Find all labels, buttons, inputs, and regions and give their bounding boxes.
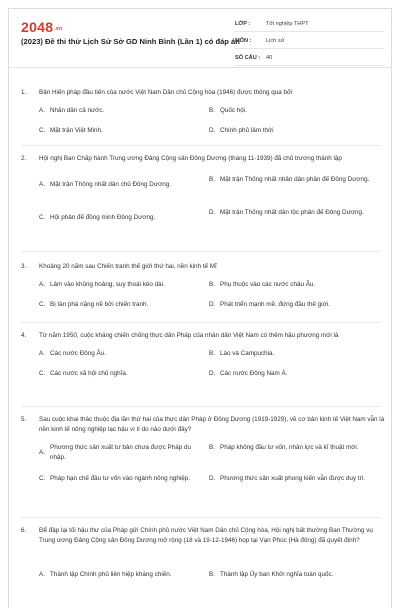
question-3 bbox=[21, 262, 385, 320]
option-b[interactable] bbox=[209, 570, 377, 580]
exam-page bbox=[8, 8, 392, 608]
option-letter: D. bbox=[209, 370, 216, 377]
option-text: Phụ thuộc vào các nước châu Âu. bbox=[220, 281, 316, 288]
option-c[interactable] bbox=[39, 126, 207, 136]
option-text: Thành lập Chính phủ liên hiệp kháng chiến. bbox=[50, 571, 172, 578]
option-letter: B. bbox=[209, 176, 215, 183]
meta-value: 40 bbox=[266, 55, 273, 61]
option-text: Mặt trận Thống nhất dân tộc phản đế Đông Dương. bbox=[220, 209, 364, 216]
question-text: Từ năm 1950, cuộc kháng chiến chống thực dân Pháp của nhân dân Việt Nam có thêm hậu phương mới là bbox=[39, 332, 339, 339]
meta-label: LỚP : bbox=[235, 21, 251, 27]
logo-tld: .vn bbox=[54, 26, 63, 32]
option-letter: A. bbox=[39, 181, 45, 188]
option-letter: D. bbox=[209, 209, 216, 216]
option-text: Hội phản đế đồng minh Đông Dương. bbox=[50, 214, 156, 221]
option-text: Phát triển mạnh mẽ, đứng đầu thế giới. bbox=[220, 301, 330, 308]
option-text: Lâm vào khủng hoảng, suy thoái kéo dài. bbox=[50, 281, 165, 288]
question-text: Sau cuộc khai thác thuộc địa lần thứ hai của thực dân Pháp ở Đông Dương (1919-1929), về cơ bản kinh tế Việt Nam vẫn là nền kinh tế nông nghiệp lạc hậu vì lí do nào dưới đây? bbox=[39, 416, 385, 433]
page-header bbox=[9, 9, 391, 68]
question-text: Khoảng 20 năm sau Chiến tranh thế giới thứ hai, nền kinh tế Mĩ bbox=[39, 263, 217, 270]
option-letter: B. bbox=[209, 281, 215, 288]
option-b[interactable] bbox=[209, 106, 377, 116]
site-logo[interactable] bbox=[21, 19, 62, 35]
option-d[interactable] bbox=[209, 474, 377, 484]
option-text: Pháp hạn chế đầu tư vốn vào ngành nông nghiệp. bbox=[50, 475, 191, 482]
question-divider bbox=[21, 322, 381, 323]
option-letter: D. bbox=[209, 301, 216, 308]
question-divider bbox=[21, 145, 381, 146]
meta-value: Lịch sử bbox=[266, 38, 285, 44]
option-letter: A. bbox=[39, 571, 45, 578]
question-1 bbox=[21, 88, 385, 146]
option-d[interactable] bbox=[209, 126, 377, 136]
logo-text: 2048 bbox=[21, 19, 54, 35]
option-letter: C. bbox=[39, 370, 46, 377]
option-text: Phương thức sản xuất tư bản chưa được Pháp du nhập. bbox=[50, 444, 192, 461]
option-letter: D. bbox=[209, 475, 216, 482]
option-c[interactable] bbox=[39, 474, 207, 484]
meta-row-count bbox=[235, 51, 385, 66]
page-title: (2023) Đề thi thử Lịch Sử Sở GD Ninh Bình (Lần 1) có đáp án bbox=[21, 37, 240, 46]
question-number: 3. bbox=[21, 263, 27, 270]
options bbox=[39, 106, 385, 146]
option-letter: C. bbox=[39, 301, 46, 308]
question-text: Để đập lại tối hậu thư của Pháp gửi Chính phủ nước Việt Nam Dân chủ Cộng hòa, Hội nghị bất thường Ban Thường vụ Trung ương Đảng Cộng sản Đông Dương mở rộng (18 và 19-12-1946) họp tại Vạn Phúc (Hà đông) đã quyết định? bbox=[39, 527, 373, 544]
option-b[interactable] bbox=[209, 175, 377, 185]
meta-row-subject bbox=[235, 34, 385, 49]
meta-value: Tốt nghiệp THPT bbox=[266, 21, 309, 27]
option-text: Các nước Đông Nam Á. bbox=[220, 370, 288, 377]
options bbox=[39, 280, 385, 320]
option-b[interactable] bbox=[209, 349, 377, 359]
option-a[interactable] bbox=[39, 180, 207, 190]
option-text: Phương thức sản xuất phong kiến vẫn được duy trì. bbox=[220, 475, 366, 482]
option-text: Lào và Campuchia. bbox=[220, 350, 275, 357]
question-2 bbox=[21, 154, 385, 232]
option-text: Mặt trận Thống nhất dân chủ Đông Dương. bbox=[50, 181, 171, 188]
options bbox=[39, 443, 385, 505]
option-text: Nhân dân cả nước. bbox=[50, 107, 105, 114]
option-letter: B. bbox=[209, 444, 215, 451]
option-text: Mặt trận Thống nhất nhân dân phản đế Đông Dương. bbox=[220, 176, 370, 183]
option-a[interactable] bbox=[39, 570, 207, 580]
option-letter: C. bbox=[39, 127, 46, 134]
options bbox=[39, 349, 385, 389]
question-number: 4. bbox=[21, 332, 27, 339]
meta-row-class bbox=[235, 17, 385, 32]
option-text: Các nước xã hội chủ nghĩa. bbox=[50, 370, 128, 377]
question-divider bbox=[21, 517, 381, 518]
option-c[interactable] bbox=[39, 369, 207, 379]
question-number: 5. bbox=[21, 416, 27, 423]
question-number: 1. bbox=[21, 89, 27, 96]
option-a[interactable] bbox=[39, 106, 207, 116]
option-text: Các nước Đông Âu. bbox=[50, 350, 106, 357]
option-d[interactable] bbox=[209, 208, 377, 218]
option-letter: B. bbox=[209, 571, 215, 578]
question-number: 6. bbox=[21, 527, 27, 534]
option-letter: B. bbox=[209, 107, 215, 114]
question-text: Bản Hiến pháp đầu tiên của nước Việt Nam Dân chủ Cộng hòa (1946) được thông qua bởi bbox=[39, 89, 293, 96]
meta-label: SỐ CÂU : bbox=[235, 55, 261, 61]
option-letter: A. bbox=[39, 107, 45, 114]
option-text: Pháp không đầu tư vốn, nhân lực và kĩ thuật mới. bbox=[220, 444, 359, 451]
option-text: Bị tàn phá nặng nề bởi chiến tranh. bbox=[50, 301, 149, 308]
question-6 bbox=[21, 526, 385, 590]
option-text: Thành lập Ủy ban Khởi nghĩa toàn quốc. bbox=[220, 571, 334, 578]
option-c[interactable] bbox=[39, 300, 207, 310]
option-text: Chính phủ lâm thời bbox=[220, 127, 274, 134]
option-letter: B. bbox=[209, 350, 215, 357]
question-5 bbox=[21, 415, 385, 505]
meta-label: MÔN : bbox=[235, 38, 252, 44]
option-b[interactable] bbox=[209, 443, 377, 453]
option-a[interactable] bbox=[39, 443, 207, 462]
question-divider bbox=[21, 406, 381, 407]
option-letter: C. bbox=[39, 214, 46, 221]
options bbox=[39, 570, 385, 590]
question-4 bbox=[21, 331, 385, 389]
options bbox=[39, 172, 385, 232]
option-b[interactable] bbox=[209, 280, 377, 290]
option-letter: D. bbox=[209, 127, 216, 134]
option-text: Mặt trận Việt Minh. bbox=[50, 127, 103, 134]
option-letter: A. bbox=[39, 448, 45, 456]
question-text: Hội nghị Ban Chấp hành Trung ương Đảng Cộng sản Đông Dương (tháng 11-1939) đã chủ trương thành lập bbox=[39, 155, 342, 162]
option-d[interactable] bbox=[209, 369, 377, 379]
option-a[interactable] bbox=[39, 349, 207, 359]
option-d[interactable] bbox=[209, 300, 377, 310]
option-letter: C. bbox=[39, 475, 46, 482]
option-letter: A. bbox=[39, 350, 45, 357]
question-number: 2. bbox=[21, 155, 27, 162]
option-a[interactable] bbox=[39, 280, 207, 290]
question-divider bbox=[21, 251, 381, 252]
exam-meta bbox=[235, 17, 385, 68]
option-c[interactable] bbox=[39, 213, 207, 223]
option-letter: A. bbox=[39, 281, 45, 288]
option-text: Quốc hội. bbox=[220, 107, 247, 114]
